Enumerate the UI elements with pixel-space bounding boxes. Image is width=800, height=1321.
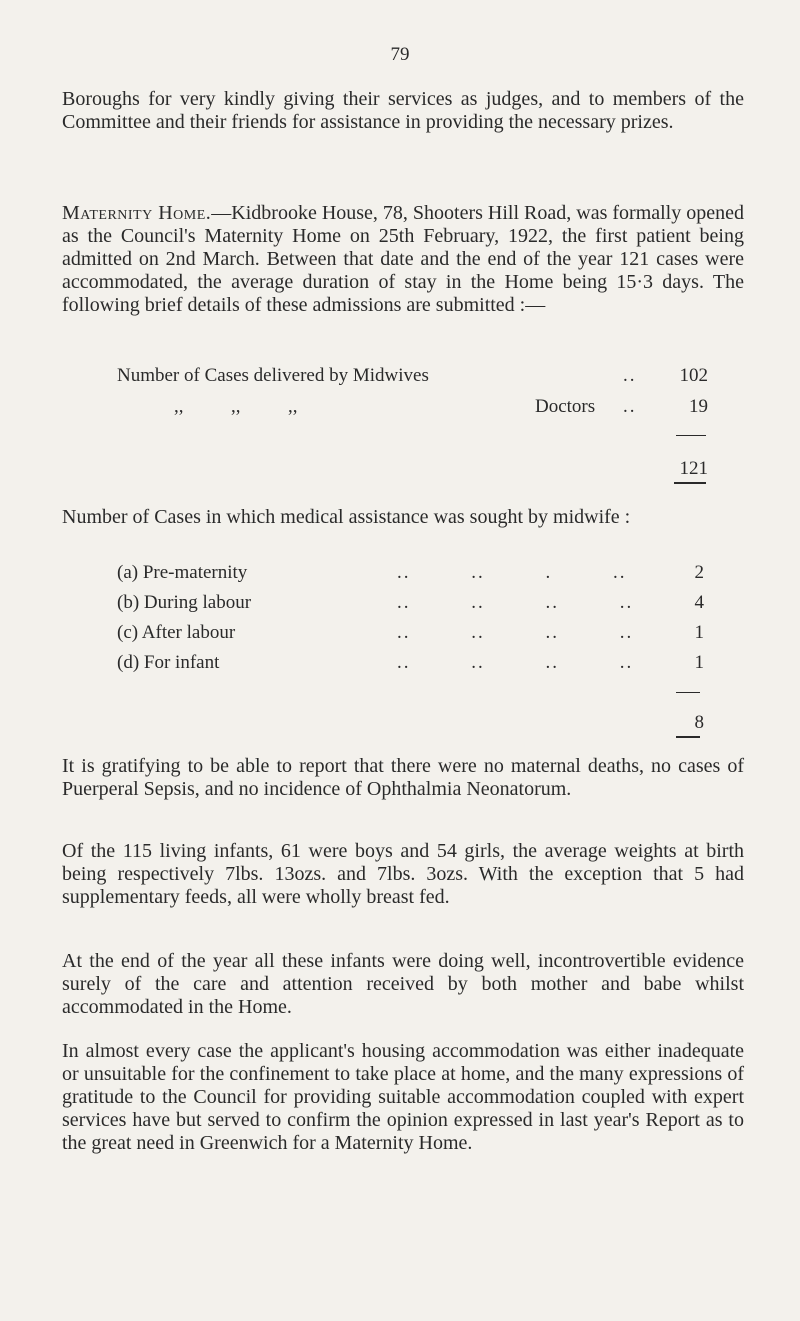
row-value: 102	[679, 365, 708, 386]
row-dots: ..	[623, 396, 637, 417]
maternity-home-body: —Kidbrooke House, 78, Shooters Hill Road, was formally opened as the Council's Maternity Home on 25th February, 1922, the first patient being admitted on 2nd March. Between that date and the end of the year 121 cases were accommodated, the average duration of stay in the Home being 15·3 days. The following brief details of these admissions are submitted :—	[62, 202, 744, 316]
paragraph-medical-assistance: Number of Cases in which medical assistance was sought by midwife :	[62, 506, 631, 528]
total-double-rule	[676, 736, 700, 738]
paragraph-no-deaths: It is gratifying to be able to report that there were no maternal deaths, no cases of Puerperal Sepsis, and no incidence of Ophthalmia Neonatorum.	[62, 755, 744, 800]
row-label: (b) During labour	[117, 592, 252, 613]
row-label: Doctors	[535, 396, 596, 417]
row-value: 4	[694, 592, 704, 613]
deliveries-total: 121	[679, 458, 708, 479]
paragraph-housing: In almost every case the applicant's housing accommodation was either inadequate or unsuitable for the confinement to take place at home, and the many expressions of gratitude to the Council for providing suitable accommodation coupled with expert services have but served to confirm the opinion expressed in last year's Report as to the great need in Greenwich for a Maternity Home.	[62, 1040, 744, 1154]
row-label: (d) For infant	[117, 652, 220, 673]
row-value: 1	[694, 652, 704, 673]
row-value: 19	[689, 396, 708, 417]
page-number: 79	[390, 44, 410, 65]
paragraph-prizes: Boroughs for very kindly giving their services as judges, and to members of the Committee and their friends for assistance in providing the necessary prizes.	[62, 88, 744, 133]
row-label: Number of Cases delivered by Midwives	[117, 365, 429, 386]
row-value: 1	[694, 622, 704, 643]
row-label: (a) Pre-maternity	[117, 562, 248, 583]
assistance-total: 8	[694, 712, 704, 733]
row-value: 2	[694, 562, 704, 583]
row-dots: ..	[623, 365, 637, 386]
row-label: (c) After labour	[117, 622, 236, 643]
paragraph-maternity-home	[62, 202, 744, 317]
ditto-marks: ,, ,, ,,	[174, 396, 298, 417]
row-dots: .. .. . ..	[397, 562, 627, 583]
row-dots: .. .. .. ..	[397, 622, 634, 643]
total-double-rule	[674, 482, 706, 484]
row-dots: .. .. .. ..	[397, 652, 634, 673]
paragraph-infants: Of the 115 living infants, 61 were boys and 54 girls, the average weights at birth being respectively 7lbs. 13ozs. and 7lbs. 3ozs. With the exception that 5 had supplementary feeds, all were wholly breast fed.	[62, 840, 744, 908]
row-dots: .. .. .. ..	[397, 592, 634, 613]
paragraph-infants-well: At the end of the year all these infants were doing well, incontrovertible evidence surely of the care and attention received by both mother and babe whilst accommodated in the Home.	[62, 950, 744, 1018]
sum-rule	[676, 435, 706, 436]
sum-rule	[676, 692, 700, 693]
section-heading: Maternity Home.	[62, 202, 212, 224]
